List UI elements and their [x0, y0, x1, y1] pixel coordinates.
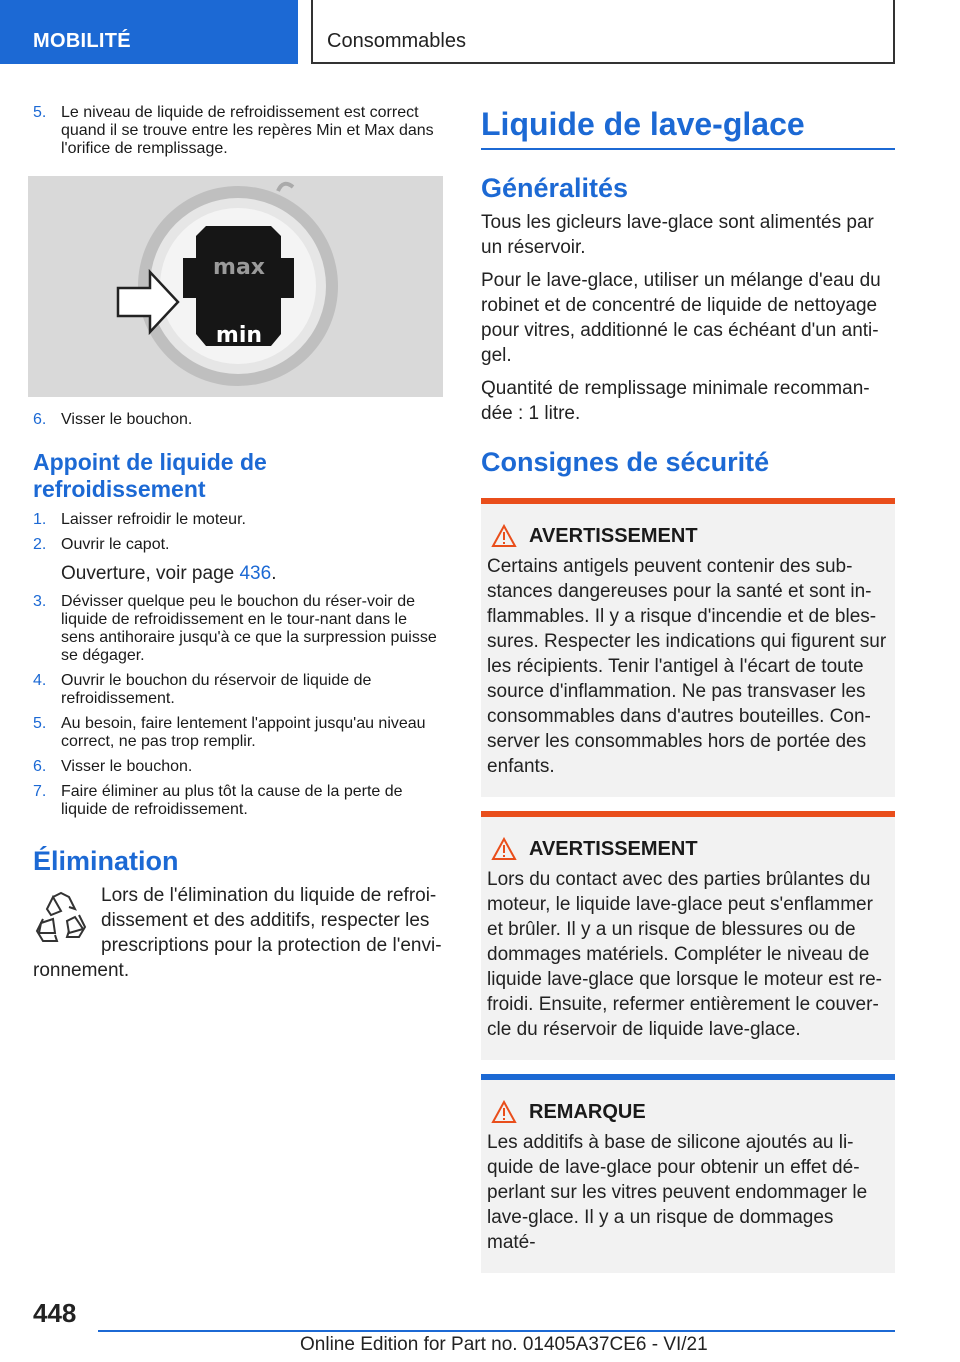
- chapter-title: Consommables: [311, 0, 895, 64]
- footer-edition: Online Edition for Part no. 01405A37CE6 - VI/21: [300, 1334, 708, 1355]
- coolant-cap-figure: [28, 176, 443, 397]
- footer-divider: [98, 1330, 895, 1332]
- warning-box: [481, 498, 895, 797]
- step-text: Ouvrir le bouchon du réservoir de liquide de refroidissement.: [61, 672, 372, 707]
- list-item: [33, 715, 443, 751]
- step-number: 1.: [33, 511, 47, 528]
- elimination-block: [33, 883, 443, 983]
- opening-suffix: .: [271, 563, 277, 584]
- coolant-cap-illustration: [28, 176, 443, 397]
- list-item: [33, 536, 443, 554]
- step-text: Dévisser quelque peu le bouchon du réser-voir de liquide de refroidissement en le tour-nant dans le sens antihoraire jusqu'à ce que la surpression puisse se dégager.: [61, 593, 437, 664]
- list-item: [33, 411, 443, 429]
- warning-title: [487, 837, 887, 861]
- step-text: Visser le bouchon.: [61, 758, 193, 775]
- elimination-text: Lors de l'élimination du liquide de refroi-dissement et des additifs, respecter les prescriptions pour la protection de l'envi-ronnement.: [33, 885, 442, 981]
- opening-reference: [61, 561, 443, 586]
- general-paragraph: Pour le lave-glace, utiliser un mélange d'eau du robinet et de concentré de liquide de nettoyage pour vitres, additionné le cas échéant d'un anti-gel.: [481, 270, 881, 366]
- min-label: min: [215, 323, 263, 348]
- page-link[interactable]: 436: [239, 563, 272, 584]
- elimination-heading: Élimination: [33, 846, 179, 876]
- warning-title: [487, 524, 887, 548]
- list-item: [33, 783, 443, 819]
- right-column: [481, 104, 895, 1273]
- list-item: [33, 511, 443, 529]
- warning-title-text: AVERTISSEMENT: [529, 837, 698, 860]
- section-title: Liquide de lave-glace: [481, 104, 895, 150]
- note-box: [481, 1074, 895, 1273]
- page-number: 448: [33, 1298, 77, 1328]
- step-number: 5.: [33, 715, 47, 732]
- general-paragraph: Tous les gicleurs lave-glace sont alimentés par un réservoir.: [481, 212, 874, 258]
- top-up-heading: Appoint de liquide de refroidissement: [33, 449, 267, 502]
- warning-triangle-icon: [491, 524, 517, 548]
- step-number: 2.: [33, 536, 47, 553]
- step-text: Visser le bouchon.: [61, 411, 193, 428]
- step-text: Au besoin, faire lentement l'appoint jusqu'au niveau correct, ne pas trop remplir.: [61, 715, 426, 750]
- step-number: 3.: [33, 593, 47, 610]
- section-tab: MOBILITÉ: [0, 0, 298, 64]
- safety-heading: Consignes de sécurité: [481, 447, 770, 477]
- step-number: 6.: [33, 411, 47, 428]
- warning-text: Certains antigels peuvent contenir des sub-stances dangereuses pour la santé et sont in-flammables. Il y a risque d'incendie et de bles-sures. Respecter les indications qui figurent sur les récipients. Tenir l'antigel à l'écart de toute source d'inflammation. Ne pas transvaser les consommables dans d'autres bouteilles. Con-server les consommables hors de portée des enfants.: [487, 556, 887, 777]
- left-column: [33, 104, 443, 983]
- step-text: Faire éliminer au plus tôt la cause de la perte de liquide de refroidissement.: [61, 783, 403, 818]
- warning-triangle-icon: [491, 837, 517, 861]
- step-text: Le niveau de liquide de refroidissement est correct quand il se trouve entre les repères Min et Max dans l'orifice de remplissage.: [61, 104, 434, 157]
- step-text: Laisser refroidir le moteur.: [61, 511, 246, 528]
- warning-text: Lors du contact avec des parties brûlantes du moteur, le liquide lave-glace peut s'enflammer et brûler. Il y a un risque de blessures ou de dommages matériels. Compléter le niveau de liquide lave-glace que lorsque le moteur est re-froidi. Ensuite, refermer entièrement le couver-cle du réservoir de liquide lave-glace.: [487, 869, 882, 1040]
- step-number: 7.: [33, 783, 47, 800]
- list-item: [33, 672, 443, 708]
- note-title-text: REMARQUE: [529, 1100, 646, 1123]
- warning-triangle-icon: [491, 1100, 517, 1124]
- step-number: 6.: [33, 758, 47, 775]
- step-text: Ouvrir le capot.: [61, 536, 170, 553]
- step-number: 4.: [33, 672, 47, 689]
- warning-title-text: AVERTISSEMENT: [529, 524, 698, 547]
- list-item: [33, 104, 443, 158]
- recycle-icon: [33, 889, 89, 949]
- list-item: [33, 758, 443, 776]
- note-title: [487, 1100, 887, 1124]
- general-heading: Généralités: [481, 173, 629, 203]
- opening-prefix: Ouverture, voir page: [61, 563, 240, 584]
- warning-box: [481, 811, 895, 1060]
- general-paragraph: Quantité de remplissage minimale recomman-dée : 1 litre.: [481, 378, 870, 424]
- max-label: max: [213, 255, 265, 280]
- list-item: [33, 593, 443, 665]
- note-text: Les additifs à base de silicone ajoutés au li-quide de lave-glace pour obtenir un effet dé-perlant sur les vitres peuvent endommager le lave-glace. Il y a un risque de dommages maté-: [487, 1132, 868, 1253]
- step-number: 5.: [33, 104, 47, 121]
